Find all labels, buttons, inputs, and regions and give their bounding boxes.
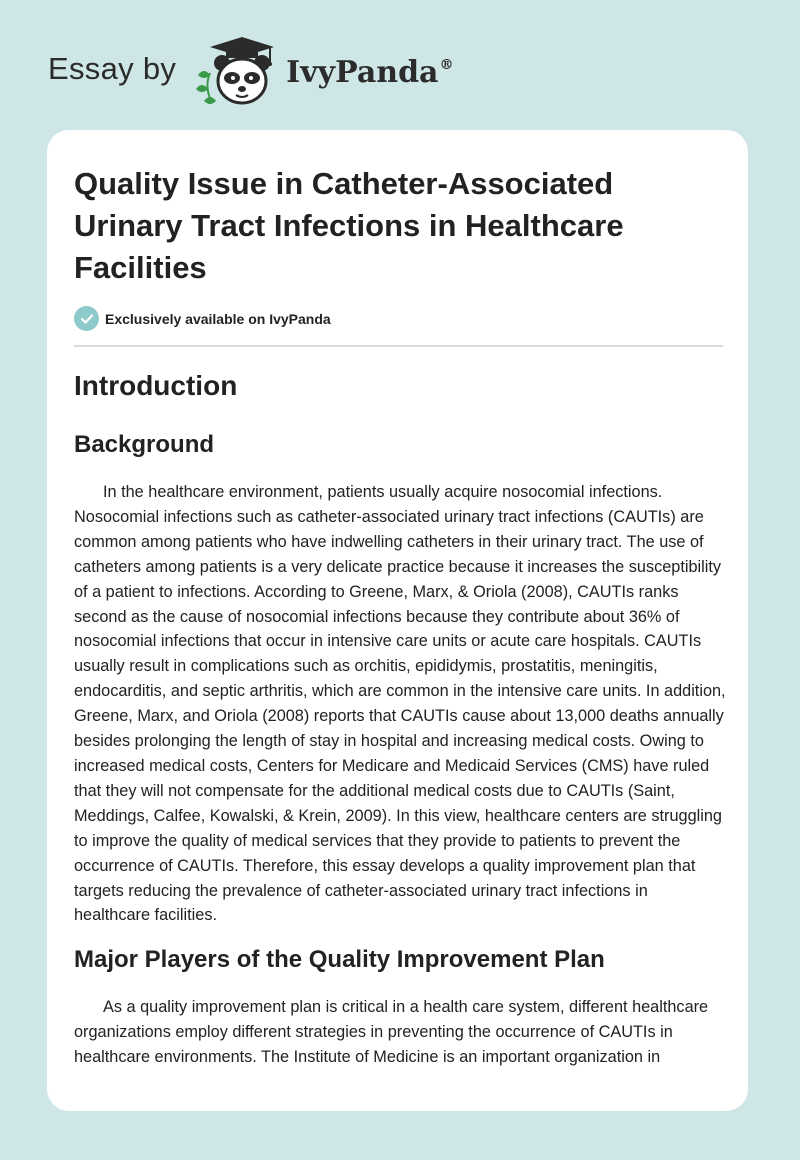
panda-logo-icon bbox=[190, 35, 282, 107]
paragraph-background: In the healthcare environment, patients usually acquire nosocomial infections. Nosocomial infections such as catheter-associated urinary tract infections (CAUTIs) are common among patients who have indwelling catheters in their urinary tract. The use of catheters among patients is a very delicate practice because it increases the susceptibility of a patient to infections. According to Greene, Marx, & Oriola (2008), CAUTIs ranks second as the cause of nosocomial infections because they contribute about 36% of nosocomial infections that occur in intensive care units or acute care hospitals. CAUTIs usually result in complications such as orchitis, epididymis, prostatitis, meningitis, endocarditis, and septic arthritis, which are common in the intensive care units. In addition, Greene, Marx, and Oriola (2008) reports that CAUTIs cause about 13,000 deaths annually besides prolonging the length of stay in hospital and increasing medical costs. Owing to increased medical costs, Centers for Medicare and Medicaid Services (CMS) have ruled that they will not compensate for the additional medical costs due to CAUTIs (Saint, Meddings, Calfee, Kowalski, & Krein, 2009). In this view, healthcare centers are struggling to improve the quality of medical services that they provide to patients to prevent the occurrence of CAUTIs. Therefore, this essay develops a quality improvement plan that targets reducing the prevalence of catheter-associated urinary tract infections in healthcare facilities. bbox=[74, 483, 726, 925]
exclusive-badge bbox=[74, 306, 331, 331]
subsection-heading-background: Background bbox=[74, 431, 215, 458]
site-brand[interactable] bbox=[48, 36, 454, 106]
essay-title: Quality Issue in Catheter-Associated Urinary Tract Infections in Healthcare Facilities bbox=[74, 166, 624, 285]
check-icon bbox=[74, 306, 99, 331]
subsection-heading-major-players: Major Players of the Quality Improvement Plan bbox=[74, 946, 605, 973]
registered-mark: ® bbox=[439, 56, 454, 73]
section-heading-introduction: Introduction bbox=[74, 370, 238, 401]
exclusive-badge-label: Exclusively available on IvyPanda bbox=[105, 310, 331, 327]
paragraph-major-players: As a quality improvement plan is critical in a health care system, different healthcare organizations employ different strategies in preventing the occurrence of CAUTIs in healthcare environments. The Institute of Medicine is an important organization in bbox=[74, 998, 709, 1066]
divider bbox=[74, 345, 723, 347]
essay-card bbox=[47, 130, 748, 1111]
brand-name bbox=[286, 55, 453, 90]
brand-name-text: IvyPanda bbox=[286, 54, 439, 90]
essay-by-label: Essay by bbox=[48, 51, 177, 86]
